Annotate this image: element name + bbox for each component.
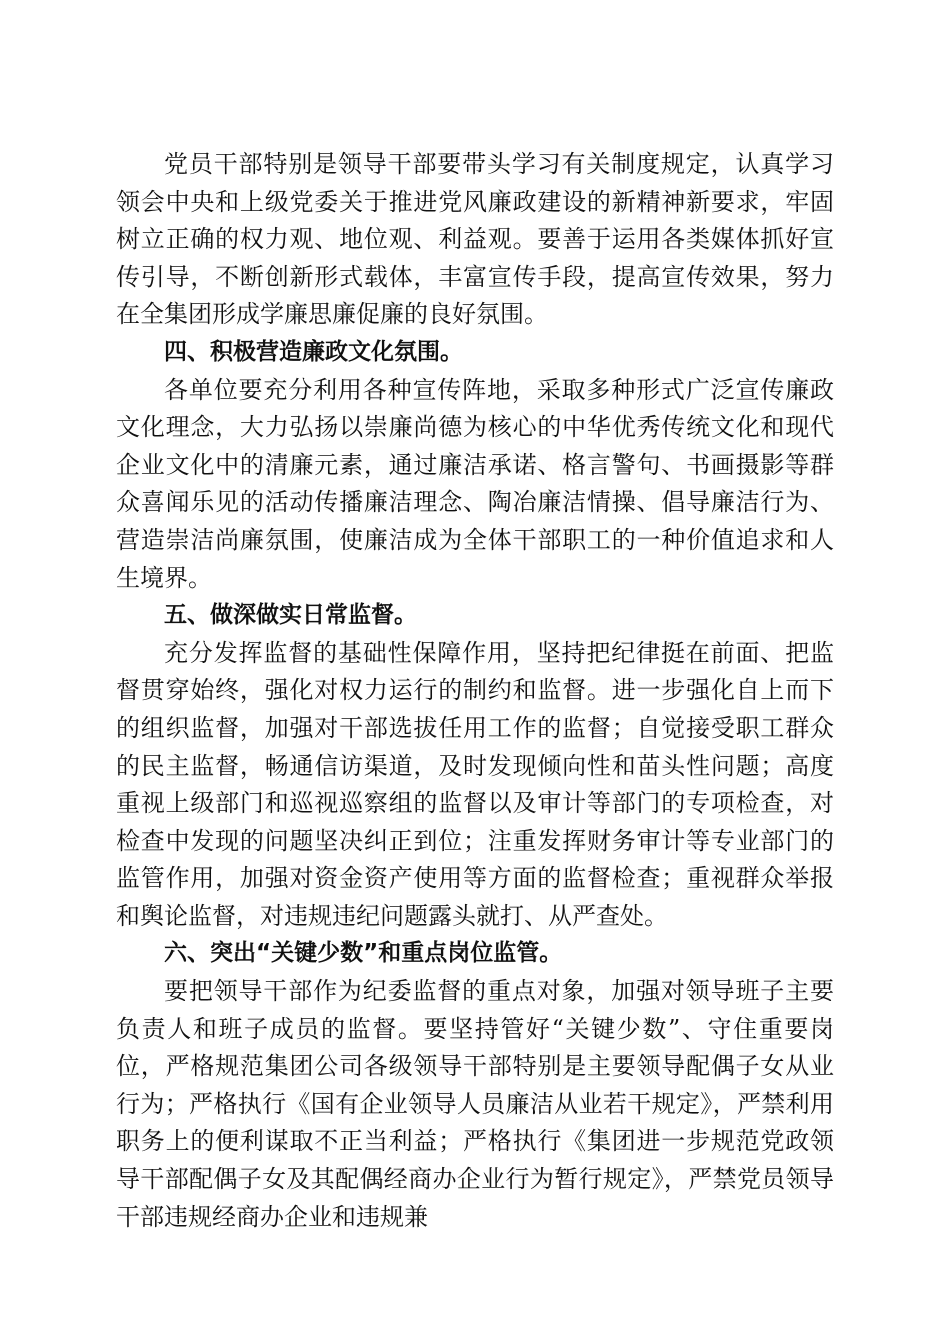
document-page: [116, 146, 834, 1236]
body-paragraph: 充分发挥监督的基础性保障作用，坚持把纪律挺在前面、把监督贯穿始终，强化对权力运行的制约和监督。进一步强化自上而下的组织监督，加强对干部选拔任用工作的监督；自觉接受职工群众的民主监督，畅通信访渠道，及时发现倾向性和苗头性问题；高度重视上级部门和巡视巡察组的监督以及审计等部门的专项检查，对检查中发现的问题坚决纠正到位；注重发挥财务审计等专业部门的监管作用，加强对资金资产使用等方面的监督检查；重视群众举报和舆论监督，对违规违纪问题露头就打、从严查处。: [116, 638, 834, 930]
section-heading: 四、积极营造廉政文化氛围。: [164, 338, 463, 365]
section-heading: 六、突出“关键少数”和重点岗位监管。: [164, 940, 563, 967]
body-paragraph: 各单位要充分利用各种宣传阵地，采取多种形式广泛宣传廉政文化理念，大力弘扬以崇廉尚德为核心的中华优秀传统文化和现代企业文化中的清廉元素，通过廉洁承诺、格言警句、书画摄影等群众喜闻乐见的活动传播廉洁理念、陶冶廉洁情操、倡导廉洁行为、营造崇洁尚廉氛围，使廉洁成为全体干部职工的一种价值追求和人生境界。: [116, 375, 834, 592]
body-paragraph: 党员干部特别是领导干部要带头学习有关制度规定，认真学习领会中央和上级党委关于推进党风廉政建设的新精神新要求，牢固树立正确的权力观、地位观、利益观。要善于运用各类媒体抓好宣传引导，不断创新形式载体，丰富宣传手段，提高宣传效果，努力在全集团形成学廉思廉促廉的良好氛围。: [116, 150, 834, 329]
section-heading: 五、做深做实日常监督。: [164, 602, 417, 629]
body-paragraph: 要把领导干部作为纪委监督的重点对象，加强对领导班子主要负责人和班子成员的监督。要坚持管好“关键少数”、守住重要岗位，严格规范集团公司各级领导干部特别是主要领导配偶子女从业行为；严格执行《国有企业领导人员廉洁从业若干规定》，严禁利用职务上的便利谋取不正当利益；严格执行《集团进一步规范党政领导干部配偶子女及其配偶经商办企业行为暂行规定》，严禁党员领导干部违规经商办企业和违规兼: [116, 977, 834, 1231]
